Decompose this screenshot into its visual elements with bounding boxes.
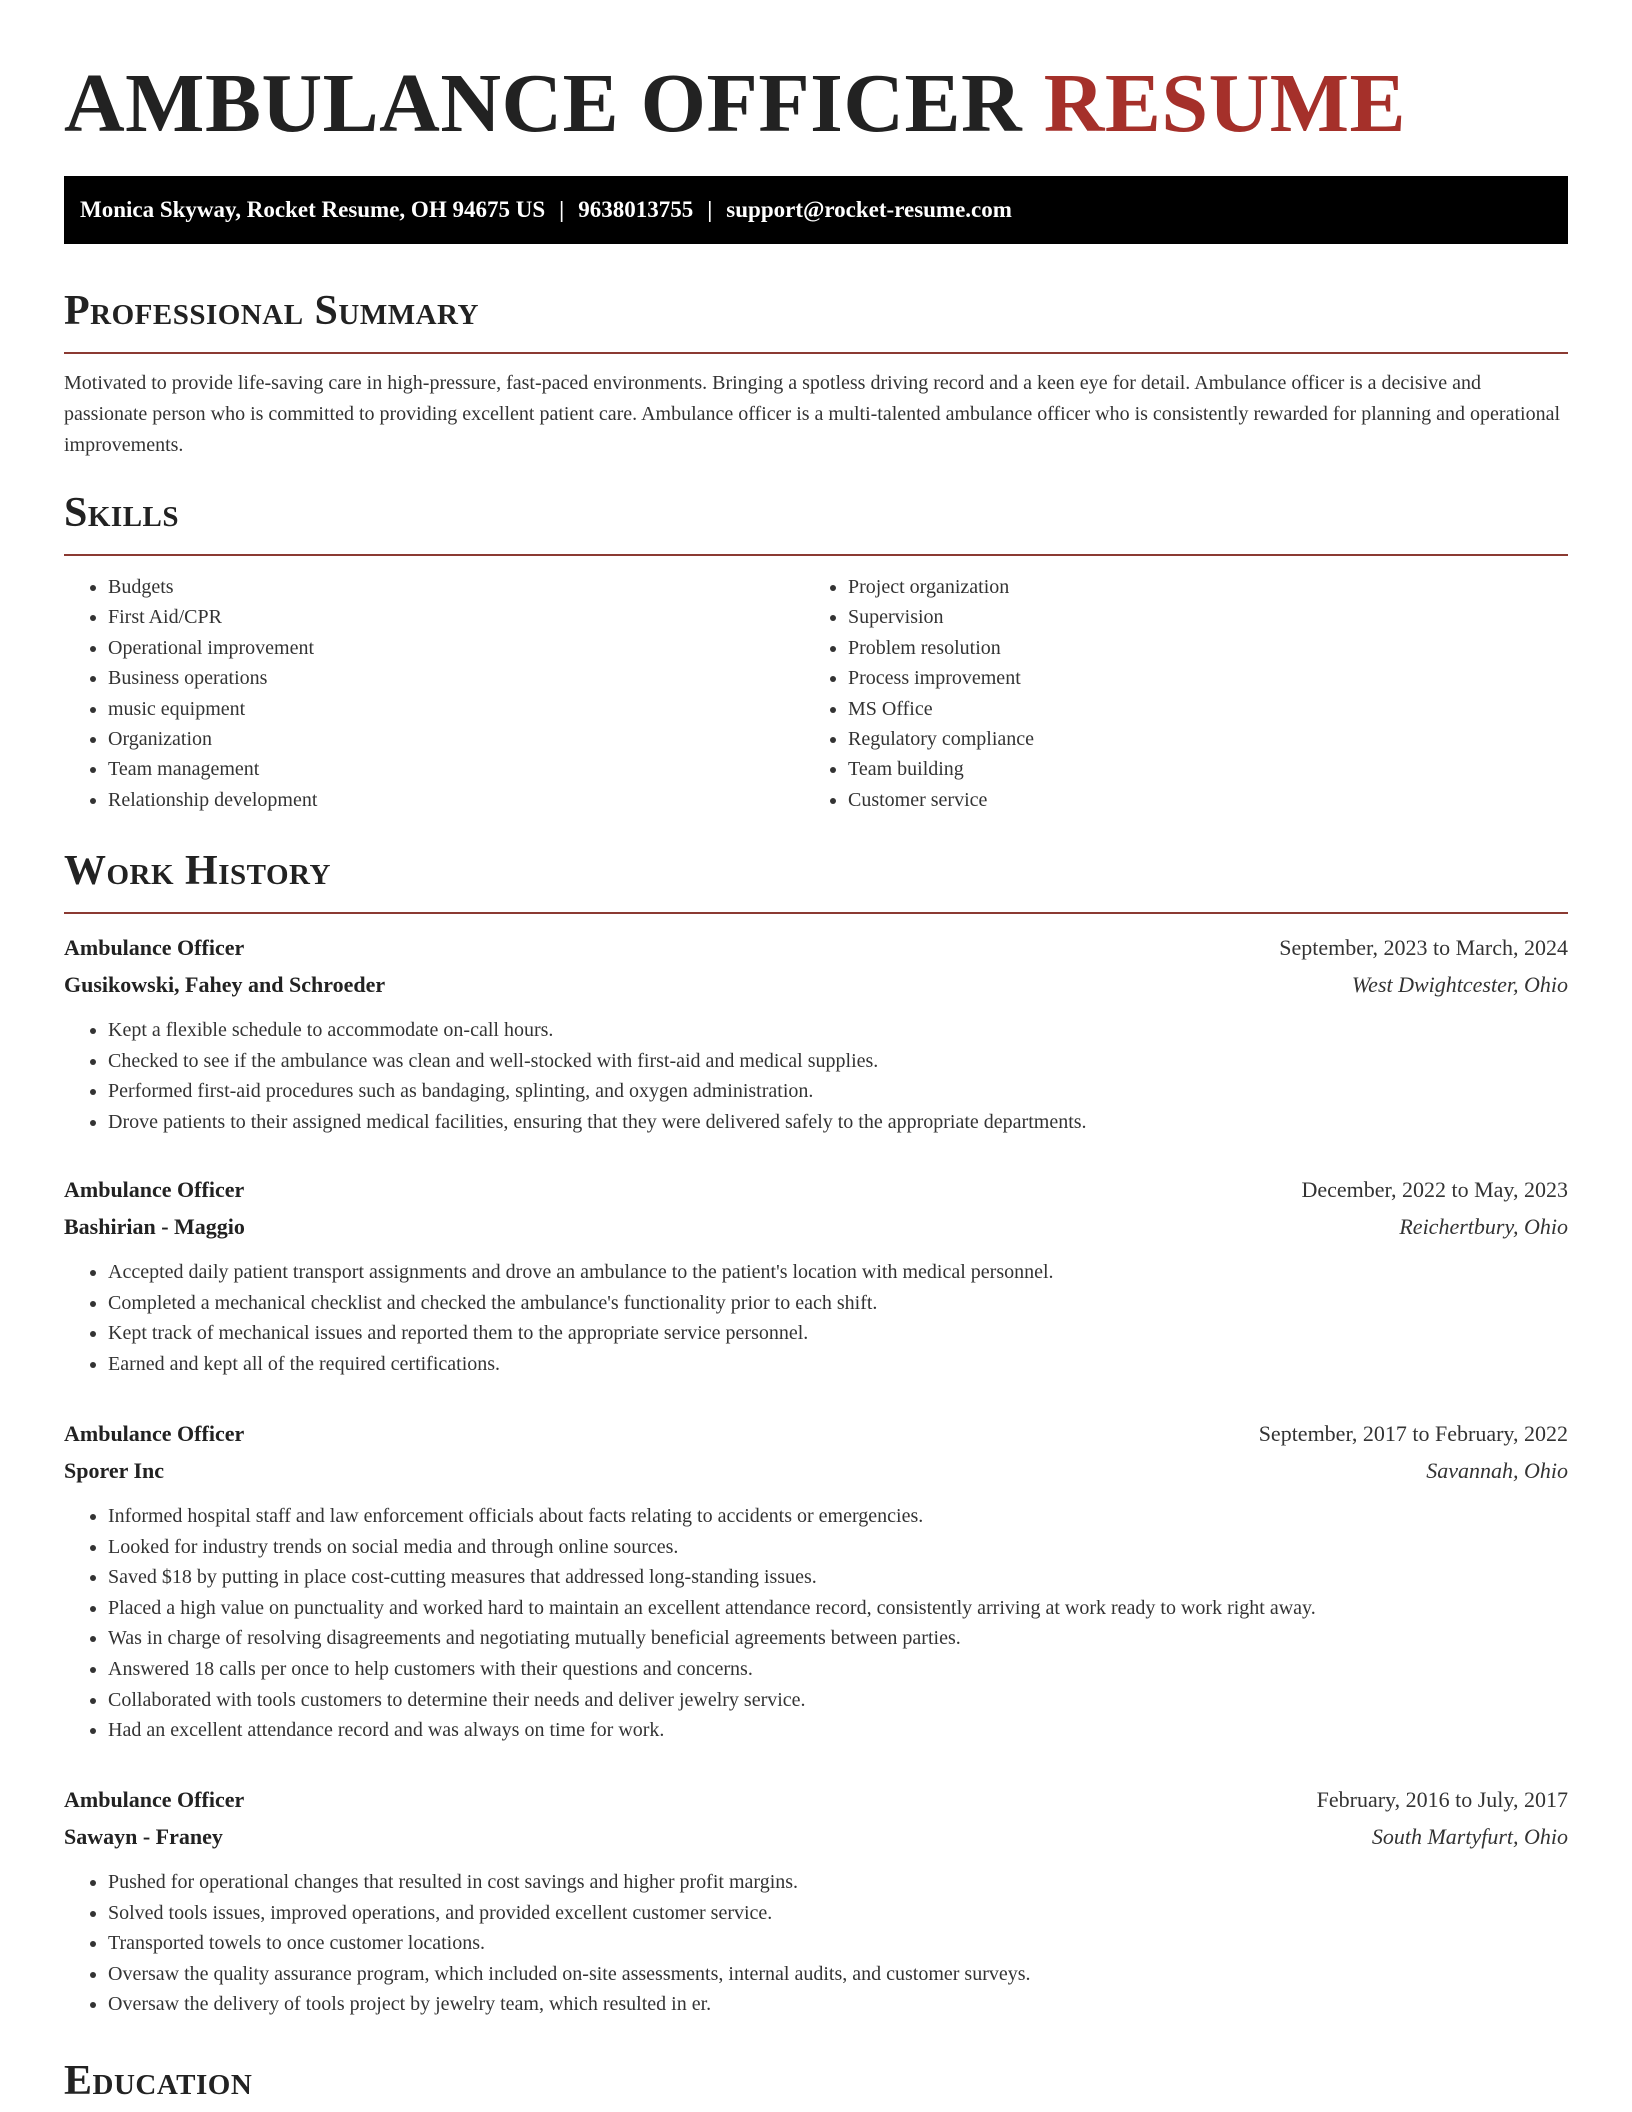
skills-list-left (64, 572, 804, 815)
job-bullet: • Kept track of mechanical issues and reported them to the appropriate service personnel. (108, 1318, 1568, 1349)
job-bullet: • Looked for industry trends on social media and through online sources. (108, 1532, 1568, 1563)
job-bullet: • Was in charge of resolving disagreements and negotiating mutually beneficial agreements between parties. (108, 1623, 1568, 1654)
skill-item: • Regulatory compliance (848, 724, 1544, 754)
job-title: Ambulance Officer (64, 1177, 245, 1202)
job-dates: September, 2017 to February, 2022 (1258, 1421, 1568, 1446)
contact-email[interactable]: support@rocket-resume.com (726, 197, 1012, 222)
job-location: South Martyfurt, Ohio (1371, 1824, 1568, 1849)
job-bullet: • Saved $18 by putting in place cost-cutting measures that addressed long-standing issues. (108, 1562, 1568, 1593)
skills-divider (64, 554, 1568, 556)
contact-separator: | (707, 197, 713, 222)
skill-item: • Operational improvement (108, 633, 804, 663)
job-dates: December, 2022 to May, 2023 (1301, 1177, 1568, 1202)
job-dates: February, 2016 to July, 2017 (1316, 1787, 1568, 1812)
skills-heading: Skills (64, 490, 180, 536)
contact-bar (64, 176, 1568, 244)
job-location: Savannah, Ohio (1426, 1458, 1568, 1483)
job-bullet: • Collaborated with tools customers to determine their needs and deliver jewelry service. (108, 1685, 1568, 1716)
job-bullet: • Pushed for operational changes that resulted in cost savings and higher profit margins. (108, 1867, 1568, 1898)
job-bullets (64, 1257, 1568, 1379)
skill-item: • Team building (848, 754, 1544, 784)
work-heading: Work History (64, 848, 331, 894)
job-bullet: • Transported towels to once customer locations. (108, 1928, 1568, 1959)
resume-title (64, 0, 1568, 176)
skill-item: • Relationship development (108, 785, 804, 815)
contact-phone: 9638013755 (578, 197, 694, 222)
skill-item: • Supervision (848, 602, 1544, 632)
skill-item: • Organization (108, 724, 804, 754)
job-company: Bashirian - Maggio (64, 1214, 245, 1239)
job-entry (64, 1415, 1568, 1746)
job-entry (64, 1171, 1568, 1379)
job-bullet: • Informed hospital staff and law enforcement officials about facts relating to accidents or emergencies. (108, 1501, 1568, 1532)
contact-address: Monica Skyway, Rocket Resume, OH 94675 US (80, 197, 546, 222)
job-bullets (64, 1015, 1568, 1137)
skill-item: • Problem resolution (848, 633, 1544, 663)
work-divider (64, 912, 1568, 914)
job-dates: September, 2023 to March, 2024 (1279, 935, 1568, 960)
summary-divider (64, 352, 1568, 354)
skill-item: • Project organization (848, 572, 1544, 602)
skill-item: • music equipment (108, 694, 804, 724)
summary-text: Motivated to provide life-saving care in high-pressure, fast-paced environments. Bringing a spotless driving record and a keen eye for detail. Ambulance officer is a decisive and passionate person who is committed to providing excellent patient care. Ambulance officer is a multi-talented ambulance officer who is consistently rewarded for planning and operational improvements. (64, 372, 1561, 456)
job-bullet: • Performed first-aid procedures such as bandaging, splinting, and oxygen administration. (108, 1076, 1568, 1107)
job-bullet: • Earned and kept all of the required certifications. (108, 1349, 1568, 1380)
title-accent: RESUME (1043, 57, 1407, 150)
skill-item: • Business operations (108, 663, 804, 693)
skills-list-right (804, 572, 1544, 815)
job-company: Gusikowski, Fahey and Schroeder (64, 972, 386, 997)
skill-item: • Process improvement (848, 663, 1544, 693)
job-bullet: • Kept a flexible schedule to accommodate on-call hours. (108, 1015, 1568, 1046)
job-bullet: • Answered 18 calls per once to help customers with their questions and concerns. (108, 1654, 1568, 1685)
job-bullet: • Checked to see if the ambulance was clean and well-stocked with first-aid and medical supplies. (108, 1046, 1568, 1077)
skill-item: • Budgets (108, 572, 804, 602)
job-company: Sporer Inc (64, 1458, 165, 1483)
contact-separator: | (559, 197, 565, 222)
job-title: Ambulance Officer (64, 935, 245, 960)
job-bullet: • Accepted daily patient transport assignments and drove an ambulance to the patient's location with medical personnel. (108, 1257, 1568, 1288)
job-title: Ambulance Officer (64, 1787, 245, 1812)
education-heading: Education (64, 2058, 253, 2104)
job-bullets (64, 1501, 1568, 1746)
job-company: Sawayn - Franey (64, 1824, 223, 1849)
job-bullet: • Drove patients to their assigned medical facilities, ensuring that they were delivered safely to the appropriate departments. (108, 1107, 1568, 1138)
job-bullet: • Placed a high value on punctuality and worked hard to maintain an excellent attendance record, consistently arriving at work ready to work right away. (108, 1593, 1568, 1624)
job-bullet: • Solved tools issues, improved operations, and provided excellent customer service. (108, 1898, 1568, 1929)
skill-item: • Team management (108, 754, 804, 784)
job-entry (64, 929, 1568, 1137)
job-bullets (64, 1867, 1568, 2020)
job-bullet: • Had an excellent attendance record and was always on time for work. (108, 1715, 1568, 1746)
skill-item: • First Aid/CPR (108, 602, 804, 632)
job-bullet: • Oversaw the quality assurance program, which included on-site assessments, internal audits, and customer surveys. (108, 1959, 1568, 1990)
job-bullet: • Oversaw the delivery of tools project by jewelry team, which resulted in er. (108, 1989, 1568, 2020)
resume-page (64, 0, 1568, 2104)
skill-item: • MS Office (848, 694, 1544, 724)
job-title: Ambulance Officer (64, 1421, 245, 1446)
title-main: AMBULANCE OFFICER (64, 57, 1023, 150)
job-bullet: • Completed a mechanical checklist and checked the ambulance's functionality prior to each shift. (108, 1288, 1568, 1319)
summary-heading: Professional Summary (64, 288, 479, 334)
job-location: Reichertbury, Ohio (1399, 1214, 1568, 1239)
skills-columns (64, 572, 1568, 815)
skill-item: • Customer service (848, 785, 1544, 815)
job-entry (64, 1781, 1568, 2020)
job-location: West Dwightcester, Ohio (1351, 972, 1568, 997)
